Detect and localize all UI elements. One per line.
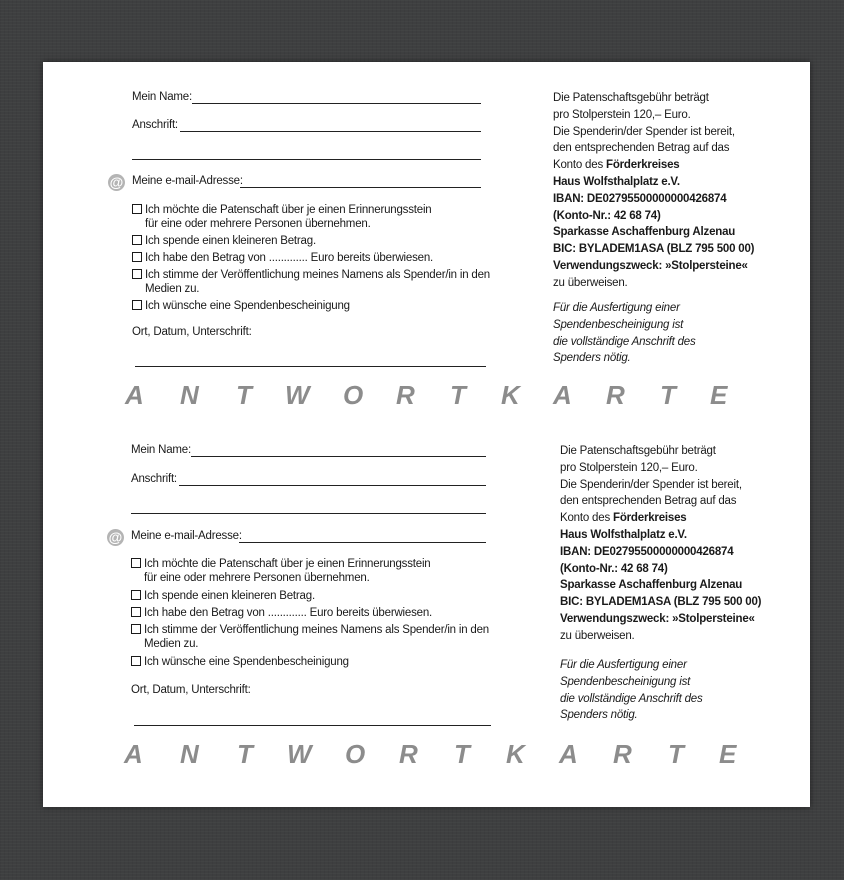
title-letter: T	[450, 380, 466, 410]
title-letter: A	[553, 380, 572, 410]
title-letter: O	[343, 380, 364, 410]
title-letter: T	[660, 380, 676, 410]
option-sponsorship[interactable]: Ich möchte die Patenschaft über je einen Erinnerungsstein für eine oder mehrere Personen übernehmen.	[132, 203, 432, 231]
signature-field[interactable]	[134, 725, 491, 726]
title-letter: K	[506, 739, 525, 769]
checkbox[interactable]	[131, 607, 141, 617]
payment-info: Die Patenschaftsgebühr beträgt pro Stolperstein 120,– Euro. Die Spenderin/der Spender ist bereit, den entsprechenden Betrag auf das Konto des Förderkreises Haus Wolfsthalplatz e.V. IBAN: DE02795500000000426874 (Konto-Nr.: 42 68 74) Sparkasse Aschaffenburg Alzenau BIC: BYLADEM1ASA (BLZ 795 500 00) Verwendungszweck: »Stolpersteine« zu überweisen.	[560, 445, 762, 642]
option-small-donation[interactable]: Ich spende einen kleineren Betrag.	[132, 234, 316, 248]
address-field-line2[interactable]	[131, 513, 486, 514]
email-label: Meine e-mail-Adresse:	[131, 530, 242, 542]
option-publication[interactable]: Ich stimme der Veröffentlichung meines Namens als Spender/in in den Medien zu.	[132, 268, 490, 296]
option-small-donation[interactable]: Ich spende einen kleineren Betrag.	[131, 589, 315, 603]
title-letter: W	[285, 380, 310, 410]
title-letter: R	[613, 739, 632, 769]
checkbox[interactable]	[131, 624, 141, 634]
address-label: Anschrift:	[132, 119, 178, 131]
response-card-1	[43, 62, 810, 422]
title-letter: N	[180, 739, 199, 769]
address-field[interactable]	[179, 485, 486, 486]
title-letter: A	[559, 739, 578, 769]
email-field[interactable]	[239, 542, 486, 543]
title-letter: N	[180, 380, 199, 410]
email-at-icon: @	[109, 174, 124, 190]
receipt-note: Für die Ausfertigung einer Spendenbescheinigung ist die vollständige Anschrift des Spenders nötig.	[553, 302, 696, 365]
email-at-icon: @	[108, 529, 123, 545]
name-field[interactable]	[191, 456, 486, 457]
checkbox[interactable]	[132, 204, 142, 214]
donation-sheet	[43, 62, 810, 807]
signature-label: Ort, Datum, Unterschrift:	[132, 326, 252, 338]
card-title	[125, 380, 735, 410]
name-label: Mein Name:	[132, 91, 192, 103]
title-letter: E	[719, 739, 737, 769]
checkbox[interactable]	[132, 269, 142, 279]
card-title	[124, 739, 744, 769]
email-field[interactable]	[240, 187, 481, 188]
title-letter: R	[396, 380, 415, 410]
title-letter: A	[125, 380, 144, 410]
title-letter: T	[237, 739, 253, 769]
title-letter: W	[287, 739, 312, 769]
name-field[interactable]	[192, 103, 481, 104]
option-receipt[interactable]: Ich wünsche eine Spendenbescheinigung	[132, 299, 350, 313]
title-letter: R	[606, 380, 625, 410]
checkbox[interactable]	[132, 252, 142, 262]
title-letter: O	[345, 739, 366, 769]
response-card-2	[43, 415, 810, 775]
option-publication[interactable]: Ich stimme der Veröffentlichung meines Namens als Spender/in in den Medien zu.	[131, 623, 489, 651]
title-letter: K	[501, 380, 520, 410]
option-sponsorship[interactable]: Ich möchte die Patenschaft über je einen Erinnerungsstein für eine oder mehrere Personen übernehmen.	[131, 557, 431, 585]
title-letter: T	[668, 739, 684, 769]
title-letter: T	[236, 380, 252, 410]
address-field[interactable]	[180, 131, 481, 132]
address-field-line2[interactable]	[132, 159, 481, 160]
title-letter: A	[124, 739, 143, 769]
option-transferred[interactable]: Ich habe den Betrag von ............. Euro bereits überwiesen.	[131, 606, 432, 620]
checkbox[interactable]	[131, 656, 141, 666]
option-transferred[interactable]: Ich habe den Betrag von ............. Euro bereits überwiesen.	[132, 251, 433, 265]
email-label: Meine e-mail-Adresse:	[132, 175, 243, 187]
address-label: Anschrift:	[131, 473, 177, 485]
checkbox[interactable]	[132, 235, 142, 245]
payment-info: Die Patenschaftsgebühr beträgt pro Stolperstein 120,– Euro. Die Spenderin/der Spender ist bereit, den entsprechenden Betrag auf das Konto des Förderkreises Haus Wolfsthalplatz e.V. IBAN: DE02795500000000426874 (Konto-Nr.: 42 68 74) Sparkasse Aschaffenburg Alzenau BIC: BYLADEM1ASA (BLZ 795 500 00) Verwendungszweck: »Stolpersteine« zu überweisen.	[553, 92, 755, 289]
checkbox[interactable]	[131, 558, 141, 568]
title-letter: E	[710, 380, 728, 410]
title-letter: T	[454, 739, 470, 769]
title-letter: R	[399, 739, 418, 769]
checkbox[interactable]	[131, 590, 141, 600]
option-receipt[interactable]: Ich wünsche eine Spendenbescheinigung	[131, 655, 349, 669]
name-label: Mein Name:	[131, 444, 191, 456]
signature-field[interactable]	[135, 366, 486, 367]
signature-label: Ort, Datum, Unterschrift:	[131, 684, 251, 696]
checkbox[interactable]	[132, 300, 142, 310]
receipt-note: Für die Ausfertigung einer Spendenbescheinigung ist die vollständige Anschrift des Spenders nötig.	[560, 659, 703, 722]
